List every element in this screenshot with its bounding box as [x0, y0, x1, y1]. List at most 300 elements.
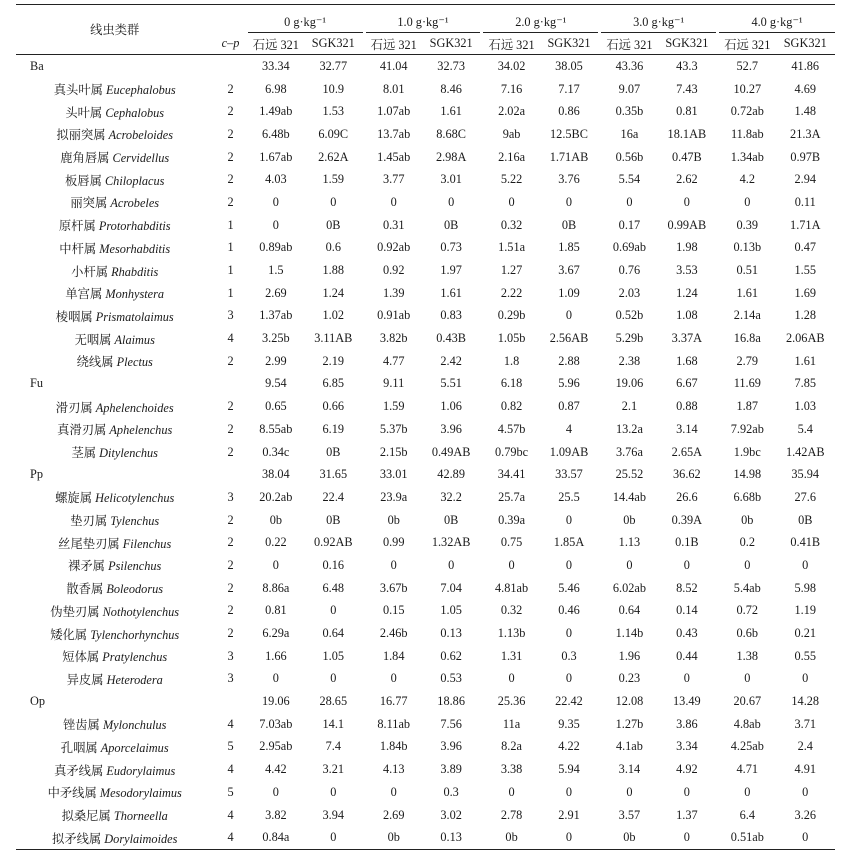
- value-cell: 7.56: [440, 716, 462, 731]
- value-cell: 5.29b: [615, 331, 644, 346]
- genus-latin-name: Mesorhabditis: [99, 241, 171, 256]
- genus-chinese-name: 拟矛线属: [52, 831, 102, 846]
- value-cell: 41.86: [791, 58, 820, 73]
- value-cell: 3.67b: [379, 580, 408, 595]
- value-cell: 0b: [741, 512, 754, 527]
- value-cell: 3.82b: [379, 331, 408, 346]
- value-cell: 1.98: [676, 240, 698, 255]
- value-cell: 2.88: [558, 353, 580, 368]
- value-cell: 1.28: [794, 308, 817, 323]
- value-cell: 25.5: [558, 489, 580, 504]
- value-cell: 1.05: [440, 603, 462, 618]
- value-cell: 0: [744, 784, 751, 799]
- value-cell: 1.24: [322, 285, 345, 300]
- cp-value: 2: [227, 603, 234, 618]
- value-cell: 1.27: [500, 263, 523, 278]
- value-cell: 7.85: [794, 376, 817, 391]
- value-cell: 2.99: [265, 353, 287, 368]
- value-cell: 3.77: [382, 172, 405, 187]
- value-cell: 2.94: [794, 172, 817, 187]
- value-cell: 2.03: [618, 285, 641, 300]
- genus-latin-name: Nothotylenchus: [102, 604, 180, 619]
- value-cell: 0.97B: [790, 149, 821, 164]
- value-cell: 2.06AB: [785, 331, 825, 346]
- value-cell: 0.43: [676, 626, 698, 641]
- genus-row: [16, 531, 835, 554]
- cp-value: 2: [227, 126, 234, 141]
- cp-value: 2: [227, 421, 234, 436]
- group-name: Op: [30, 694, 46, 709]
- header-variety-b: SGK321: [540, 33, 598, 55]
- value-cell: 0.86: [558, 104, 580, 119]
- genus-chinese-name: 真头叶属: [53, 83, 103, 98]
- genus-row: [16, 214, 835, 237]
- genus-row: [16, 350, 835, 373]
- value-cell: 9.54: [265, 376, 287, 391]
- genus-name: [16, 123, 213, 146]
- value-cell: 33.34: [262, 58, 290, 73]
- value-cell: 0.55: [794, 648, 817, 663]
- value-cell: 0: [565, 626, 573, 641]
- value-cell: 0.89ab: [259, 240, 293, 255]
- genus-row: [16, 758, 835, 781]
- cp-value: [213, 373, 247, 396]
- value-cell: 6.02ab: [612, 580, 646, 595]
- value-cell: 1.05b: [497, 331, 526, 346]
- cp-value: [213, 690, 247, 713]
- value-cell: 27.6: [794, 489, 817, 504]
- value-cell: 10.27: [733, 81, 762, 96]
- value-cell: 20.67: [733, 694, 762, 709]
- value-cell: 1.96: [618, 648, 641, 663]
- value-cell: 1.8: [503, 353, 520, 368]
- value-cell: 5.54: [618, 172, 641, 187]
- cp-value: 3: [227, 308, 234, 323]
- value-cell: 0: [744, 671, 751, 686]
- value-cell: 42.89: [437, 467, 465, 482]
- value-cell: 1.9bc: [733, 444, 761, 459]
- value-cell: 1.19: [794, 603, 817, 618]
- value-cell: 33.57: [555, 467, 583, 482]
- value-cell: 0.76: [618, 263, 641, 278]
- genus-row: [16, 781, 835, 804]
- genus-chinese-name: 锉齿属: [62, 718, 100, 733]
- value-cell: 6.4: [739, 807, 755, 822]
- value-cell: 2.4: [797, 739, 813, 754]
- value-cell: 0.64: [322, 626, 345, 641]
- cp-value: 5: [227, 784, 234, 799]
- value-cell: 0.11: [794, 194, 816, 209]
- value-cell: 1.37: [676, 807, 698, 822]
- value-cell: 12.08: [615, 694, 644, 709]
- genus-chinese-name: 异皮属: [66, 672, 104, 687]
- genus-chinese-name: 螺旋属: [55, 491, 93, 506]
- genus-chinese-name: 丽突属: [70, 196, 108, 211]
- value-cell: 2.46b: [379, 626, 408, 641]
- genus-chinese-name: 小杆属: [71, 264, 109, 279]
- cp-value: 4: [227, 830, 234, 845]
- value-cell: 8.46: [440, 81, 462, 96]
- value-cell: 7.17: [558, 81, 580, 96]
- value-cell: 3.67: [558, 263, 580, 278]
- value-cell: 2.69: [382, 807, 405, 822]
- value-cell: 4.57b: [497, 421, 526, 436]
- value-cell: 0.22: [265, 535, 287, 550]
- value-cell: 4.25ab: [730, 739, 764, 754]
- genus-row: [16, 441, 835, 464]
- header-variety-b: SGK321: [422, 33, 480, 55]
- value-cell: 22.42: [555, 694, 583, 709]
- genus-name: [16, 191, 213, 214]
- value-cell: 6.67: [676, 376, 698, 391]
- value-cell: 6.48b: [262, 126, 290, 141]
- genus-chinese-name: 滑刃属: [55, 400, 93, 415]
- value-cell: 3.89: [440, 762, 462, 777]
- value-cell: 0.64: [618, 603, 641, 618]
- value-cell: 0: [330, 784, 337, 799]
- value-cell: 3.37A: [671, 331, 703, 346]
- value-cell: 11a: [502, 716, 521, 731]
- value-cell: 34.02: [497, 58, 526, 73]
- value-cell: 0.6: [325, 240, 341, 255]
- value-cell: 0.84a: [262, 830, 290, 845]
- value-cell: 0.1B: [675, 535, 699, 550]
- genus-latin-name: Ditylenchus: [99, 446, 158, 461]
- value-cell: 0: [508, 784, 515, 799]
- value-cell: 3.26: [794, 807, 817, 822]
- header-cp-label: c–p: [213, 33, 247, 55]
- value-cell: 0: [390, 784, 397, 799]
- value-cell: 2.65A: [671, 444, 703, 459]
- value-cell: 0.72: [736, 603, 759, 618]
- table-body: [16, 55, 835, 850]
- genus-latin-name: Acrobeloides: [108, 128, 174, 143]
- cp-value: 5: [227, 739, 234, 754]
- genus-row: [16, 736, 835, 759]
- value-cell: 6.19: [322, 421, 345, 436]
- header-variety-a: 石远 321: [601, 33, 657, 55]
- value-cell: 5.37b: [379, 421, 408, 436]
- value-cell: 5.4ab: [733, 580, 761, 595]
- value-cell: 10.9: [322, 81, 345, 96]
- value-cell: 2.69: [265, 285, 287, 300]
- genus-chinese-name: 原杆属: [58, 219, 96, 234]
- value-cell: 0: [272, 194, 279, 209]
- value-cell: 1.61: [794, 353, 817, 368]
- value-cell: 0: [626, 194, 633, 209]
- genus-row: [16, 554, 835, 577]
- genus-latin-name: Tylenchus: [110, 514, 160, 529]
- genus-latin-name: Prismatolaimus: [95, 309, 174, 324]
- value-cell: 0.73: [440, 240, 462, 255]
- cp-value: [213, 463, 247, 486]
- value-cell: 4.81ab: [495, 580, 529, 595]
- header-conc-1: 1.0 g·kg⁻¹: [366, 5, 481, 33]
- genus-name: [16, 758, 213, 781]
- value-cell: 16.77: [379, 694, 408, 709]
- value-cell: 0: [683, 557, 690, 572]
- genus-latin-name: Pratylenchus: [102, 650, 168, 665]
- value-cell: 3.76: [558, 172, 580, 187]
- value-cell: 1.38: [736, 648, 759, 663]
- header-variety-b: SGK321: [776, 33, 836, 55]
- value-cell: 3.76a: [615, 444, 643, 459]
- value-cell: 8.52: [676, 580, 698, 595]
- value-cell: 5.4: [797, 421, 813, 436]
- value-cell: 2.78: [500, 807, 523, 822]
- value-cell: 19.06: [262, 694, 290, 709]
- genus-chinese-name: 棱咽属: [55, 309, 93, 324]
- value-cell: 0.13: [440, 626, 462, 641]
- value-cell: 0: [330, 194, 337, 209]
- value-cell: 0b: [623, 512, 636, 527]
- value-cell: 0.13: [440, 830, 462, 845]
- value-cell: 2.14a: [733, 308, 761, 323]
- value-cell: 0: [802, 557, 809, 572]
- value-cell: 4.42: [265, 762, 287, 777]
- value-cell: 3.25b: [262, 331, 290, 346]
- genus-latin-name: Psilenchus: [108, 559, 162, 574]
- value-cell: 0.87: [558, 399, 580, 414]
- value-cell: 6.68b: [733, 489, 762, 504]
- value-cell: 1.5: [268, 263, 284, 278]
- value-cell: 21.3A: [790, 126, 821, 141]
- genus-chinese-name: 矮化属: [50, 627, 88, 642]
- value-cell: 0.51ab: [730, 830, 764, 845]
- genus-row: [16, 486, 835, 509]
- value-cell: 3.02: [440, 807, 462, 822]
- value-cell: 1.14b: [615, 626, 644, 641]
- cp-value: 3: [227, 671, 234, 686]
- value-cell: 0b: [387, 830, 400, 845]
- header-variety-b: SGK321: [658, 33, 716, 55]
- genus-name: [16, 486, 213, 509]
- genus-row: [16, 259, 835, 282]
- value-cell: 14.4ab: [612, 489, 646, 504]
- value-cell: 25.36: [497, 694, 526, 709]
- genus-latin-name: Monhystera: [105, 287, 165, 302]
- value-cell: 2.56AB: [549, 331, 589, 346]
- genus-chinese-name: 短体属: [62, 650, 100, 665]
- value-cell: 0B: [326, 217, 341, 232]
- value-cell: 0: [272, 671, 279, 686]
- value-cell: 7.04: [440, 580, 462, 595]
- value-cell: 1.71A: [790, 217, 821, 232]
- genus-chinese-name: 茎属: [71, 446, 97, 461]
- value-cell: 0.66: [322, 399, 345, 414]
- value-cell: 9.35: [558, 716, 580, 731]
- value-cell: 33.01: [379, 467, 408, 482]
- value-cell: 2.38: [618, 353, 641, 368]
- value-cell: 1.32AB: [431, 535, 471, 550]
- genus-row: [16, 237, 835, 260]
- genus-chinese-name: 裸矛属: [68, 559, 105, 574]
- value-cell: 0.43B: [436, 331, 466, 346]
- genus-chinese-name: 散香属: [66, 582, 104, 597]
- value-cell: 3.21: [322, 762, 345, 777]
- value-cell: 0: [272, 557, 279, 572]
- value-cell: 1.42AB: [785, 444, 825, 459]
- genus-row: [16, 327, 835, 350]
- value-cell: 0.99: [382, 535, 405, 550]
- value-cell: 0B: [326, 512, 341, 527]
- value-cell: 32.77: [319, 58, 348, 73]
- genus-row: [16, 123, 835, 146]
- value-cell: 0.49AB: [431, 444, 471, 459]
- value-cell: 2.19: [322, 353, 345, 368]
- value-cell: 0: [272, 784, 279, 799]
- value-cell: 1.49ab: [259, 104, 293, 119]
- cp-value: 2: [227, 444, 234, 459]
- value-cell: 8.86a: [262, 580, 290, 595]
- genus-chinese-name: 中杆属: [59, 241, 97, 256]
- value-cell: 0.47: [794, 240, 817, 255]
- value-cell: 0: [626, 784, 633, 799]
- value-cell: 1.61: [440, 104, 462, 119]
- genus-latin-name: Chiloplacus: [104, 173, 165, 188]
- genus-row: [16, 804, 835, 827]
- value-cell: 0: [565, 308, 573, 323]
- value-cell: 20.2ab: [259, 489, 293, 504]
- value-cell: 0.17: [618, 217, 641, 232]
- value-cell: 0.91ab: [377, 308, 411, 323]
- value-cell: 13.49: [673, 694, 701, 709]
- value-cell: 0: [683, 830, 690, 845]
- value-cell: 1.08: [676, 308, 698, 323]
- value-cell: 1.84b: [379, 739, 408, 754]
- value-cell: 4.8ab: [733, 716, 761, 731]
- nematode-table: [16, 4, 835, 850]
- genus-chinese-name: 真矛线属: [54, 763, 104, 778]
- value-cell: 3.34: [676, 739, 698, 754]
- genus-chinese-name: 真滑刃属: [57, 423, 107, 438]
- value-cell: 1.85A: [553, 535, 585, 550]
- genus-name: [16, 305, 213, 328]
- value-cell: 36.62: [673, 467, 701, 482]
- genus-latin-name: Eucephalobus: [106, 83, 176, 98]
- value-cell: 1.67ab: [259, 149, 293, 164]
- value-cell: 0.6b: [736, 626, 759, 641]
- value-cell: 0.52b: [615, 308, 644, 323]
- genus-chinese-name: 鹿角唇属: [60, 151, 110, 166]
- genus-name: [16, 554, 213, 577]
- cp-value: 2: [227, 149, 234, 164]
- value-cell: 38.04: [262, 467, 290, 482]
- value-cell: 1.03: [794, 399, 817, 414]
- value-cell: 7.16: [500, 81, 523, 96]
- cp-value: 2: [227, 580, 234, 595]
- cp-value: 1: [227, 263, 234, 278]
- value-cell: 0.15: [382, 603, 405, 618]
- value-cell: 34.41: [497, 467, 526, 482]
- value-cell: 0.39a: [498, 512, 526, 527]
- genus-name: [16, 259, 213, 282]
- value-cell: 0.72ab: [730, 104, 764, 119]
- value-cell: 0: [802, 671, 809, 686]
- value-cell: 3.38: [500, 762, 523, 777]
- value-cell: 31.65: [319, 467, 348, 482]
- value-cell: 0: [565, 194, 573, 209]
- value-cell: 0b: [387, 512, 400, 527]
- value-cell: 0.29b: [497, 308, 526, 323]
- value-cell: 43.36: [615, 58, 644, 73]
- genus-latin-name: Alaimus: [114, 332, 155, 347]
- value-cell: 1.07ab: [377, 104, 411, 119]
- value-cell: 8.01: [382, 81, 405, 96]
- value-cell: 5.98: [794, 580, 817, 595]
- value-cell: 32.73: [437, 58, 465, 73]
- genus-row: [16, 78, 835, 101]
- header-variety-a: 石远 321: [483, 33, 539, 55]
- value-cell: 11.69: [733, 376, 761, 391]
- genus-chinese-name: 拟桑尼属: [61, 809, 111, 824]
- value-cell: 7.92ab: [730, 421, 764, 436]
- value-cell: 0: [683, 671, 690, 686]
- value-cell: 0: [565, 512, 573, 527]
- value-cell: 0.13b: [733, 240, 762, 255]
- value-cell: 3.71: [794, 716, 817, 731]
- value-cell: 0.53: [440, 671, 462, 686]
- value-cell: 5.51: [440, 376, 462, 391]
- value-cell: 0.69ab: [612, 240, 646, 255]
- value-cell: 1.02: [322, 308, 345, 323]
- value-cell: 43.3: [676, 58, 698, 73]
- value-cell: 35.94: [791, 467, 820, 482]
- value-cell: 7.4: [325, 739, 341, 754]
- value-cell: 3.96: [440, 739, 462, 754]
- genus-name: [16, 282, 213, 305]
- genus-name: [16, 237, 213, 260]
- value-cell: 0.31: [382, 217, 405, 232]
- header-conc-2: 2.0 g·kg⁻¹: [483, 5, 598, 33]
- value-cell: 3.14: [676, 421, 698, 436]
- value-cell: 0: [390, 194, 397, 209]
- value-cell: 1.87: [736, 399, 759, 414]
- value-cell: 0.75: [500, 535, 523, 550]
- value-cell: 0.79bc: [495, 444, 529, 459]
- genus-name: [16, 531, 213, 554]
- genus-latin-name: Plectus: [116, 355, 153, 370]
- header-variety-b: SGK321: [304, 33, 362, 55]
- value-cell: 2.95ab: [259, 739, 293, 754]
- value-cell: 6.18: [500, 376, 523, 391]
- value-cell: 0.88: [676, 399, 698, 414]
- value-cell: 0.32: [500, 603, 523, 618]
- cp-value: 4: [227, 716, 234, 731]
- value-cell: 0.21: [794, 626, 817, 641]
- genus-name: [16, 736, 213, 759]
- cp-value: 2: [227, 557, 234, 572]
- genus-name: [16, 713, 213, 736]
- value-cell: 2.62: [676, 172, 698, 187]
- value-cell: 4.22: [558, 739, 580, 754]
- value-cell: 0: [683, 194, 690, 209]
- value-cell: 6.29a: [262, 626, 290, 641]
- value-cell: 0.35b: [615, 104, 644, 119]
- group-name: Pp: [30, 467, 43, 482]
- genus-latin-name: Eudorylaimus: [106, 763, 176, 778]
- header-variety-a: 石远 321: [248, 33, 304, 55]
- value-cell: 9ab: [502, 126, 521, 141]
- value-cell: 5.94: [558, 762, 580, 777]
- value-cell: 1.69: [794, 285, 817, 300]
- genus-latin-name: Helicotylenchus: [95, 491, 175, 506]
- value-cell: 2.16a: [498, 149, 526, 164]
- group-row: [16, 373, 835, 396]
- value-cell: 2.79: [736, 353, 759, 368]
- value-cell: 52.7: [736, 58, 759, 73]
- genus-latin-name: Dorylaimoides: [104, 831, 178, 846]
